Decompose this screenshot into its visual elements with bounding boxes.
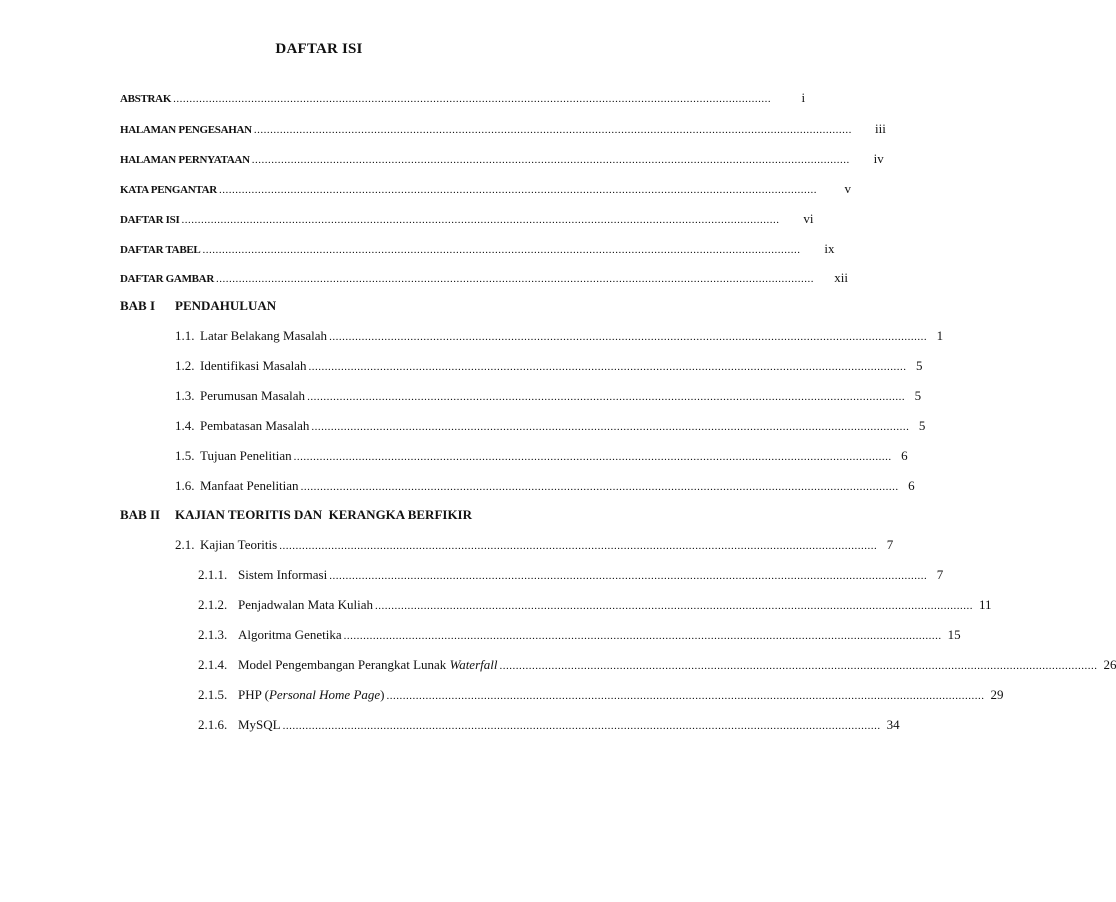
toc-entry-label: HALAMAN PENGESAHAN xyxy=(120,124,252,136)
toc-entry-page: iii xyxy=(874,121,886,136)
dot-leader: ........................................................................................................................................................................................ xyxy=(300,481,899,493)
subsection-page: 7 xyxy=(936,567,944,582)
subsection-number: 2.1.6. xyxy=(198,717,228,732)
section-page: 5 xyxy=(914,388,922,403)
chapter-title: PENDAHULUAN xyxy=(175,298,277,313)
toc-entry-page: i xyxy=(801,90,806,105)
dot-leader: ........................................................................................................................................................................................ xyxy=(218,184,817,196)
dot-leader: ........................................................................................................................................................................................ xyxy=(253,124,852,136)
toc-section-1-4[interactable] xyxy=(175,418,926,434)
subsection-page: 29 xyxy=(990,687,1004,702)
toc-entry-label: DAFTAR GAMBAR xyxy=(120,273,214,285)
dot-leader: ........................................................................................................................................................................................ xyxy=(293,451,892,463)
section-number: 1.1. xyxy=(175,328,195,343)
page-title: DAFTAR ISI xyxy=(275,41,363,57)
section-number: 1.3. xyxy=(175,388,195,403)
dot-leader: ........................................................................................................................................................................................ xyxy=(329,570,928,582)
section-label: Tujuan Penelitian xyxy=(200,448,292,463)
subsection-label: MySQL xyxy=(238,717,281,732)
subsection-page: 34 xyxy=(886,717,900,732)
section-number: 1.2. xyxy=(175,358,195,373)
chapter-number: BAB II xyxy=(120,507,161,522)
dot-leader: ........................................................................................................................................................................................ xyxy=(308,361,907,373)
toc-entry-label: KATA PENGANTAR xyxy=(120,184,217,196)
dot-leader: ........................................................................................................................................................................................ xyxy=(251,154,850,166)
toc-section-1-2[interactable] xyxy=(175,358,923,374)
dot-leader: ........................................................................................................................................................................................ xyxy=(375,600,974,612)
toc-entry-label: HALAMAN PERNYATAAN xyxy=(120,154,250,166)
toc-subsection-2-1-3[interactable] xyxy=(198,627,961,643)
subsection-page: 15 xyxy=(947,627,961,642)
section-page: 1 xyxy=(936,328,944,343)
chapter-number: BAB I xyxy=(120,298,156,313)
dot-leader: ........................................................................................................................................................................................ xyxy=(215,273,814,285)
subsection-label: Algoritma Genetika xyxy=(238,627,342,642)
subsection-label-text: Model Pengembangan Perangkat Lunak xyxy=(238,657,450,672)
toc-entry-daftar-tabel[interactable] xyxy=(120,241,835,257)
toc-subsection-2-1-5[interactable] xyxy=(198,687,1004,703)
toc-entry-abstrak[interactable] xyxy=(120,90,806,106)
toc-section-1-1[interactable] xyxy=(175,328,944,344)
subsection-number: 2.1.1. xyxy=(198,567,228,582)
section-number: 1.4. xyxy=(175,418,195,433)
toc-entry-label: ABSTRAK xyxy=(120,93,172,105)
toc-entry-halaman-pengesahan[interactable] xyxy=(120,121,886,137)
toc-subsection-2-1-4[interactable] xyxy=(198,657,1116,673)
dot-leader: ........................................................................................................................................................................................ xyxy=(499,660,1098,672)
toc-entry-page: vi xyxy=(803,211,814,226)
dot-leader: ........................................................................................................................................................................................ xyxy=(311,421,910,433)
dot-leader: ........................................................................................................................................................................................ xyxy=(307,391,906,403)
section-label: Identifikasi Masalah xyxy=(200,358,307,373)
section-label: Perumusan Masalah xyxy=(200,388,306,403)
chapter-heading-bab-2[interactable] xyxy=(120,507,472,523)
dot-leader: ........................................................................................................................................................................................ xyxy=(279,540,878,552)
toc-entry-page: ix xyxy=(824,241,835,256)
dot-leader: ........................................................................................................................................................................................ xyxy=(173,93,772,105)
toc-entry-page: xii xyxy=(834,270,848,285)
toc-entry-page: iv xyxy=(873,151,884,166)
toc-entry-daftar-isi[interactable] xyxy=(120,211,814,227)
section-page: 5 xyxy=(916,358,923,373)
subsection-label xyxy=(238,687,385,703)
toc-section-1-6[interactable] xyxy=(175,478,915,494)
toc-subsection-2-1-2[interactable] xyxy=(198,597,992,613)
subsection-label-text: PHP ( xyxy=(238,687,269,702)
subsection-label: Penjadwalan Mata Kuliah xyxy=(238,597,374,612)
section-number: 2.1. xyxy=(175,537,195,552)
subsection-number: 2.1.3. xyxy=(198,627,228,642)
section-page: 6 xyxy=(908,478,915,493)
section-number: 1.6. xyxy=(175,478,195,493)
subsection-number: 2.1.2. xyxy=(198,597,228,612)
dot-leader: ........................................................................................................................................................................................ xyxy=(386,690,985,702)
subsection-label xyxy=(238,657,497,673)
toc-entry-kata-pengantar[interactable] xyxy=(120,181,851,197)
chapter-heading-bab-1[interactable] xyxy=(120,298,276,314)
toc-section-2-1[interactable] xyxy=(175,537,894,553)
section-page: 6 xyxy=(901,448,908,463)
subsection-label-italic: Waterfall xyxy=(449,657,498,672)
subsection-label-italic: Personal Home Page xyxy=(268,687,381,702)
dot-leader: ........................................................................................................................................................................................ xyxy=(282,720,881,732)
section-label: Pembatasan Masalah xyxy=(200,418,310,433)
toc-entry-label: DAFTAR ISI xyxy=(120,214,180,226)
section-page: 5 xyxy=(918,418,926,433)
section-label: Kajian Teoritis xyxy=(200,537,278,552)
section-label: Latar Belakang Masalah xyxy=(200,328,328,343)
dot-leader: ........................................................................................................................................................................................ xyxy=(202,244,801,256)
toc-section-1-5[interactable] xyxy=(175,448,908,464)
toc-entry-page: v xyxy=(844,181,851,196)
subsection-page: 26 xyxy=(1103,657,1116,672)
dot-leader: ........................................................................................................................................................................................ xyxy=(181,214,780,226)
section-page: 7 xyxy=(886,537,894,552)
subsection-number: 2.1.5. xyxy=(198,687,228,702)
subsection-label: Sistem Informasi xyxy=(238,567,328,582)
toc-section-1-3[interactable] xyxy=(175,388,922,404)
toc-subsection-2-1-1[interactable] xyxy=(198,567,944,583)
section-label: Manfaat Penelitian xyxy=(200,478,299,493)
dot-leader: ........................................................................................................................................................................................ xyxy=(329,331,928,343)
dot-leader: ........................................................................................................................................................................................ xyxy=(343,630,942,642)
toc-entry-label: DAFTAR TABEL xyxy=(120,244,201,256)
subsection-page: 11 xyxy=(979,597,992,612)
section-number: 1.5. xyxy=(175,448,195,463)
toc-subsection-2-1-6[interactable] xyxy=(198,717,900,733)
toc-entry-halaman-pernyataan[interactable] xyxy=(120,151,884,167)
subsection-number: 2.1.4. xyxy=(198,657,228,672)
subsection-label-suffix: ) xyxy=(380,687,385,702)
toc-entry-daftar-gambar[interactable] xyxy=(120,270,848,286)
chapter-title: KAJIAN TEORITIS DAN KERANGKA BERFIKIR xyxy=(175,507,473,522)
